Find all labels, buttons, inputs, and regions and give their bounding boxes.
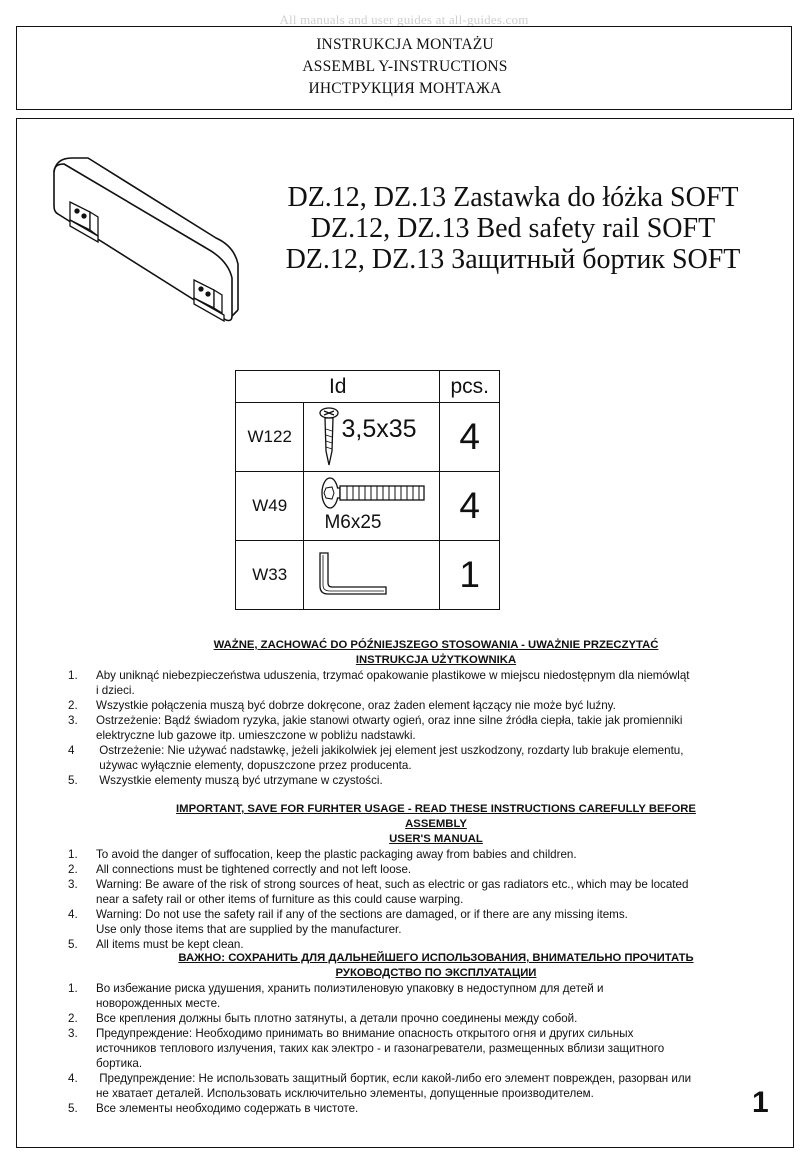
item-line: Ostrzeżenie: Nie używać nadstawkę, jeżeli jakikolwiek jej element jest uszkodzony, rozdarty lub brakuje elementu, — [96, 744, 684, 757]
table-row — [236, 472, 500, 541]
item-number: 5. — [68, 1102, 78, 1115]
section-heading-line: IMPORTANT, SAVE FOR FURHTER USAGE - READ THESE INSTRUCTIONS CAREFULLY BEFORE ASSEMBLY — [176, 803, 696, 830]
safety-section-pl — [66, 638, 726, 788]
item-number: 3. — [68, 1027, 78, 1040]
item-number: 2. — [68, 863, 78, 876]
section-heading — [66, 951, 726, 981]
product-title-en: DZ.12, DZ.13 Bed safety rail SOFT — [310, 213, 716, 244]
item-text — [96, 877, 726, 907]
item-line: Warning: Be aware of the risk of strong sources of heat, such as electric or gas radiators etc., which may be located — [96, 878, 689, 891]
header-pcs: pcs. — [440, 371, 500, 403]
product-title-ru: DZ.12, DZ.13 Защитный бортик SOFT — [285, 244, 741, 275]
item-number: 2. — [68, 1012, 78, 1025]
item-text — [96, 1071, 726, 1101]
item-number: 1. — [68, 982, 78, 995]
section-heading — [66, 638, 726, 668]
part-id: W33 — [236, 541, 304, 610]
section-heading-line: WAŻNE, ZACHOWAĆ DO PÓŹNIEJSZEGO STOSOWANIA - UWAŻNIE PRZECZYTAĆ — [213, 639, 659, 651]
header-title-en: ASSEMBL Y-INSTRUCTIONS — [302, 58, 508, 75]
header-title-ru: ИНСТРУКЦИЯ МОНТАЖА — [308, 80, 502, 97]
item-number: 2. — [68, 699, 78, 712]
item-text — [96, 1026, 726, 1071]
list-item — [66, 698, 726, 713]
part-qty: 1 — [440, 541, 500, 610]
section-heading — [66, 802, 726, 847]
item-number: 3. — [68, 714, 78, 727]
bolt-icon — [320, 476, 426, 510]
part-image-cell — [304, 403, 440, 472]
list-item — [66, 847, 726, 862]
list-item — [66, 668, 726, 698]
part-qty: 4 — [440, 403, 500, 472]
item-number: 1. — [68, 848, 78, 861]
bed-rail-illustration — [48, 150, 248, 340]
item-line: i dzieci. — [96, 684, 135, 697]
watermark: All manuals and user guides at all-guides.com — [279, 12, 529, 27]
item-text — [96, 981, 726, 1011]
item-text — [96, 847, 726, 862]
item-line: elektryczne lub gazowe itp. umieszczone w pobliżu nadstawki. — [96, 729, 416, 742]
item-line: All connections must be tightened correctly and not left loose. — [96, 863, 412, 876]
item-line: Все элементы необходимо содержать в чистоте. — [96, 1102, 359, 1115]
item-number: 3. — [68, 878, 78, 891]
item-line: новорожденных месте. — [96, 997, 221, 1010]
item-line: Warning: Do not use the safety rail if any of the sections are damaged, or if there are any missing items. — [96, 908, 628, 921]
list-item — [66, 907, 726, 937]
item-line: All items must be kept clean. — [96, 938, 244, 951]
item-number: 5. — [68, 938, 78, 951]
list-item — [66, 1026, 726, 1071]
parts-table — [235, 370, 500, 610]
item-text — [96, 743, 726, 773]
item-text — [96, 907, 726, 937]
item-line: Use only those items that are supplied by the manufacturer. — [96, 923, 402, 936]
item-number: 4. — [68, 908, 78, 921]
item-text — [96, 668, 726, 698]
list-item — [66, 743, 726, 773]
item-line: Aby uniknąć niebezpieczeństwa uduszenia, trzymać opakowanie plastikowe w miejscu niedostępnym dla niemówląt — [96, 669, 690, 682]
list-item — [66, 1011, 726, 1026]
section-heading-line: INSTRUKCJA UŻYTKOWNIKA — [355, 654, 517, 666]
item-line: używac wyłącznie elementy, dopuszczone przez producenta. — [96, 759, 412, 772]
item-number: 4. — [68, 1072, 78, 1085]
part-size-label: 3,5x35 — [341, 415, 417, 443]
item-text — [96, 698, 726, 713]
list-item — [66, 877, 726, 907]
item-line: near a safety rail or other items of furniture as this could cause warping. — [96, 893, 464, 906]
item-line: Предупреждение: Не использовать защитный бортик, если какой-либо его элемент поврежден, разорван или — [96, 1072, 692, 1085]
section-heading-line: USER'S MANUAL — [389, 833, 483, 845]
item-text — [96, 862, 726, 877]
item-number: 4 — [68, 744, 75, 757]
item-line: Ostrzeżenie: Bądź świadom ryzyka, jakie stanowi otwarty ogień, oraz inne silne źródła ciepła, takie jak promienniki — [96, 714, 683, 727]
table-row — [236, 541, 500, 610]
parts-table-header — [236, 371, 500, 403]
item-number: 1. — [68, 669, 78, 682]
item-text — [96, 1011, 726, 1026]
item-text — [96, 937, 726, 952]
item-line: To avoid the danger of suffocation, keep the plastic packaging away from babies and children. — [96, 848, 577, 861]
section-heading-line: ВАЖНО: СОХРАНИТЬ ДЛЯ ДАЛЬНЕЙШЕГО ИСПОЛЬЗОВАНИЯ, ВНИМАТЕЛЬНО ПРОЧИТАТЬ — [178, 952, 694, 964]
list-item — [66, 862, 726, 877]
list-item — [66, 1071, 726, 1101]
part-image-cell — [304, 472, 440, 541]
list-item — [66, 981, 726, 1011]
item-line: не хватает деталей. Использовать исключительно элементы, допущенные производителем. — [96, 1087, 594, 1100]
wood-screw-icon — [318, 407, 340, 469]
product-titles — [258, 182, 768, 275]
product-title-pl: DZ.12, DZ.13 Zastawka do łóżka SOFT — [287, 182, 739, 213]
table-row — [236, 403, 500, 472]
part-image-cell — [304, 541, 440, 610]
item-text — [96, 713, 726, 743]
item-line: Все крепления должны быть плотно затянуты, а детали прочно соединены между собой. — [96, 1012, 578, 1025]
allen-key-icon — [318, 551, 390, 597]
part-id: W122 — [236, 403, 304, 472]
page-number: 1 — [752, 1086, 769, 1119]
safety-section-en — [66, 802, 726, 952]
item-line: Во избежание риска удушения, хранить полиэтиленовую упаковку в недоступном для детей и — [96, 982, 604, 995]
item-line: Wszystkie elementy muszą być utrzymane w czystości. — [96, 774, 383, 787]
list-item — [66, 937, 726, 952]
part-size-label: M6x25 — [324, 512, 382, 533]
item-number: 5. — [68, 774, 78, 787]
header-title-pl: INSTRUKCJA MONTAŻU — [316, 36, 494, 53]
section-heading-line: РУКОВОДСТВО ПО ЭКСПЛУАТАЦИИ — [335, 967, 537, 979]
header-id: Id — [236, 371, 440, 403]
list-item — [66, 773, 726, 788]
list-item — [66, 713, 726, 743]
header-box — [16, 26, 792, 110]
item-line: бортика. — [96, 1057, 143, 1070]
item-text — [96, 1101, 726, 1116]
part-id: W49 — [236, 472, 304, 541]
item-text — [96, 773, 726, 788]
item-line: Предупреждение: Необходимо принимать во внимание опасность открытого огня и других сильных — [96, 1027, 634, 1040]
list-item — [66, 1101, 726, 1116]
part-qty: 4 — [440, 472, 500, 541]
item-line: Wszystkie połączenia muszą być dobrze dokręcone, oraz żaden element łączący nie może być luźny. — [96, 699, 616, 712]
item-line: источников теплового излучения, таких как электро - и газонагреватели, размещенных вблизи защитного — [96, 1042, 665, 1055]
safety-section-ru — [66, 951, 726, 1116]
